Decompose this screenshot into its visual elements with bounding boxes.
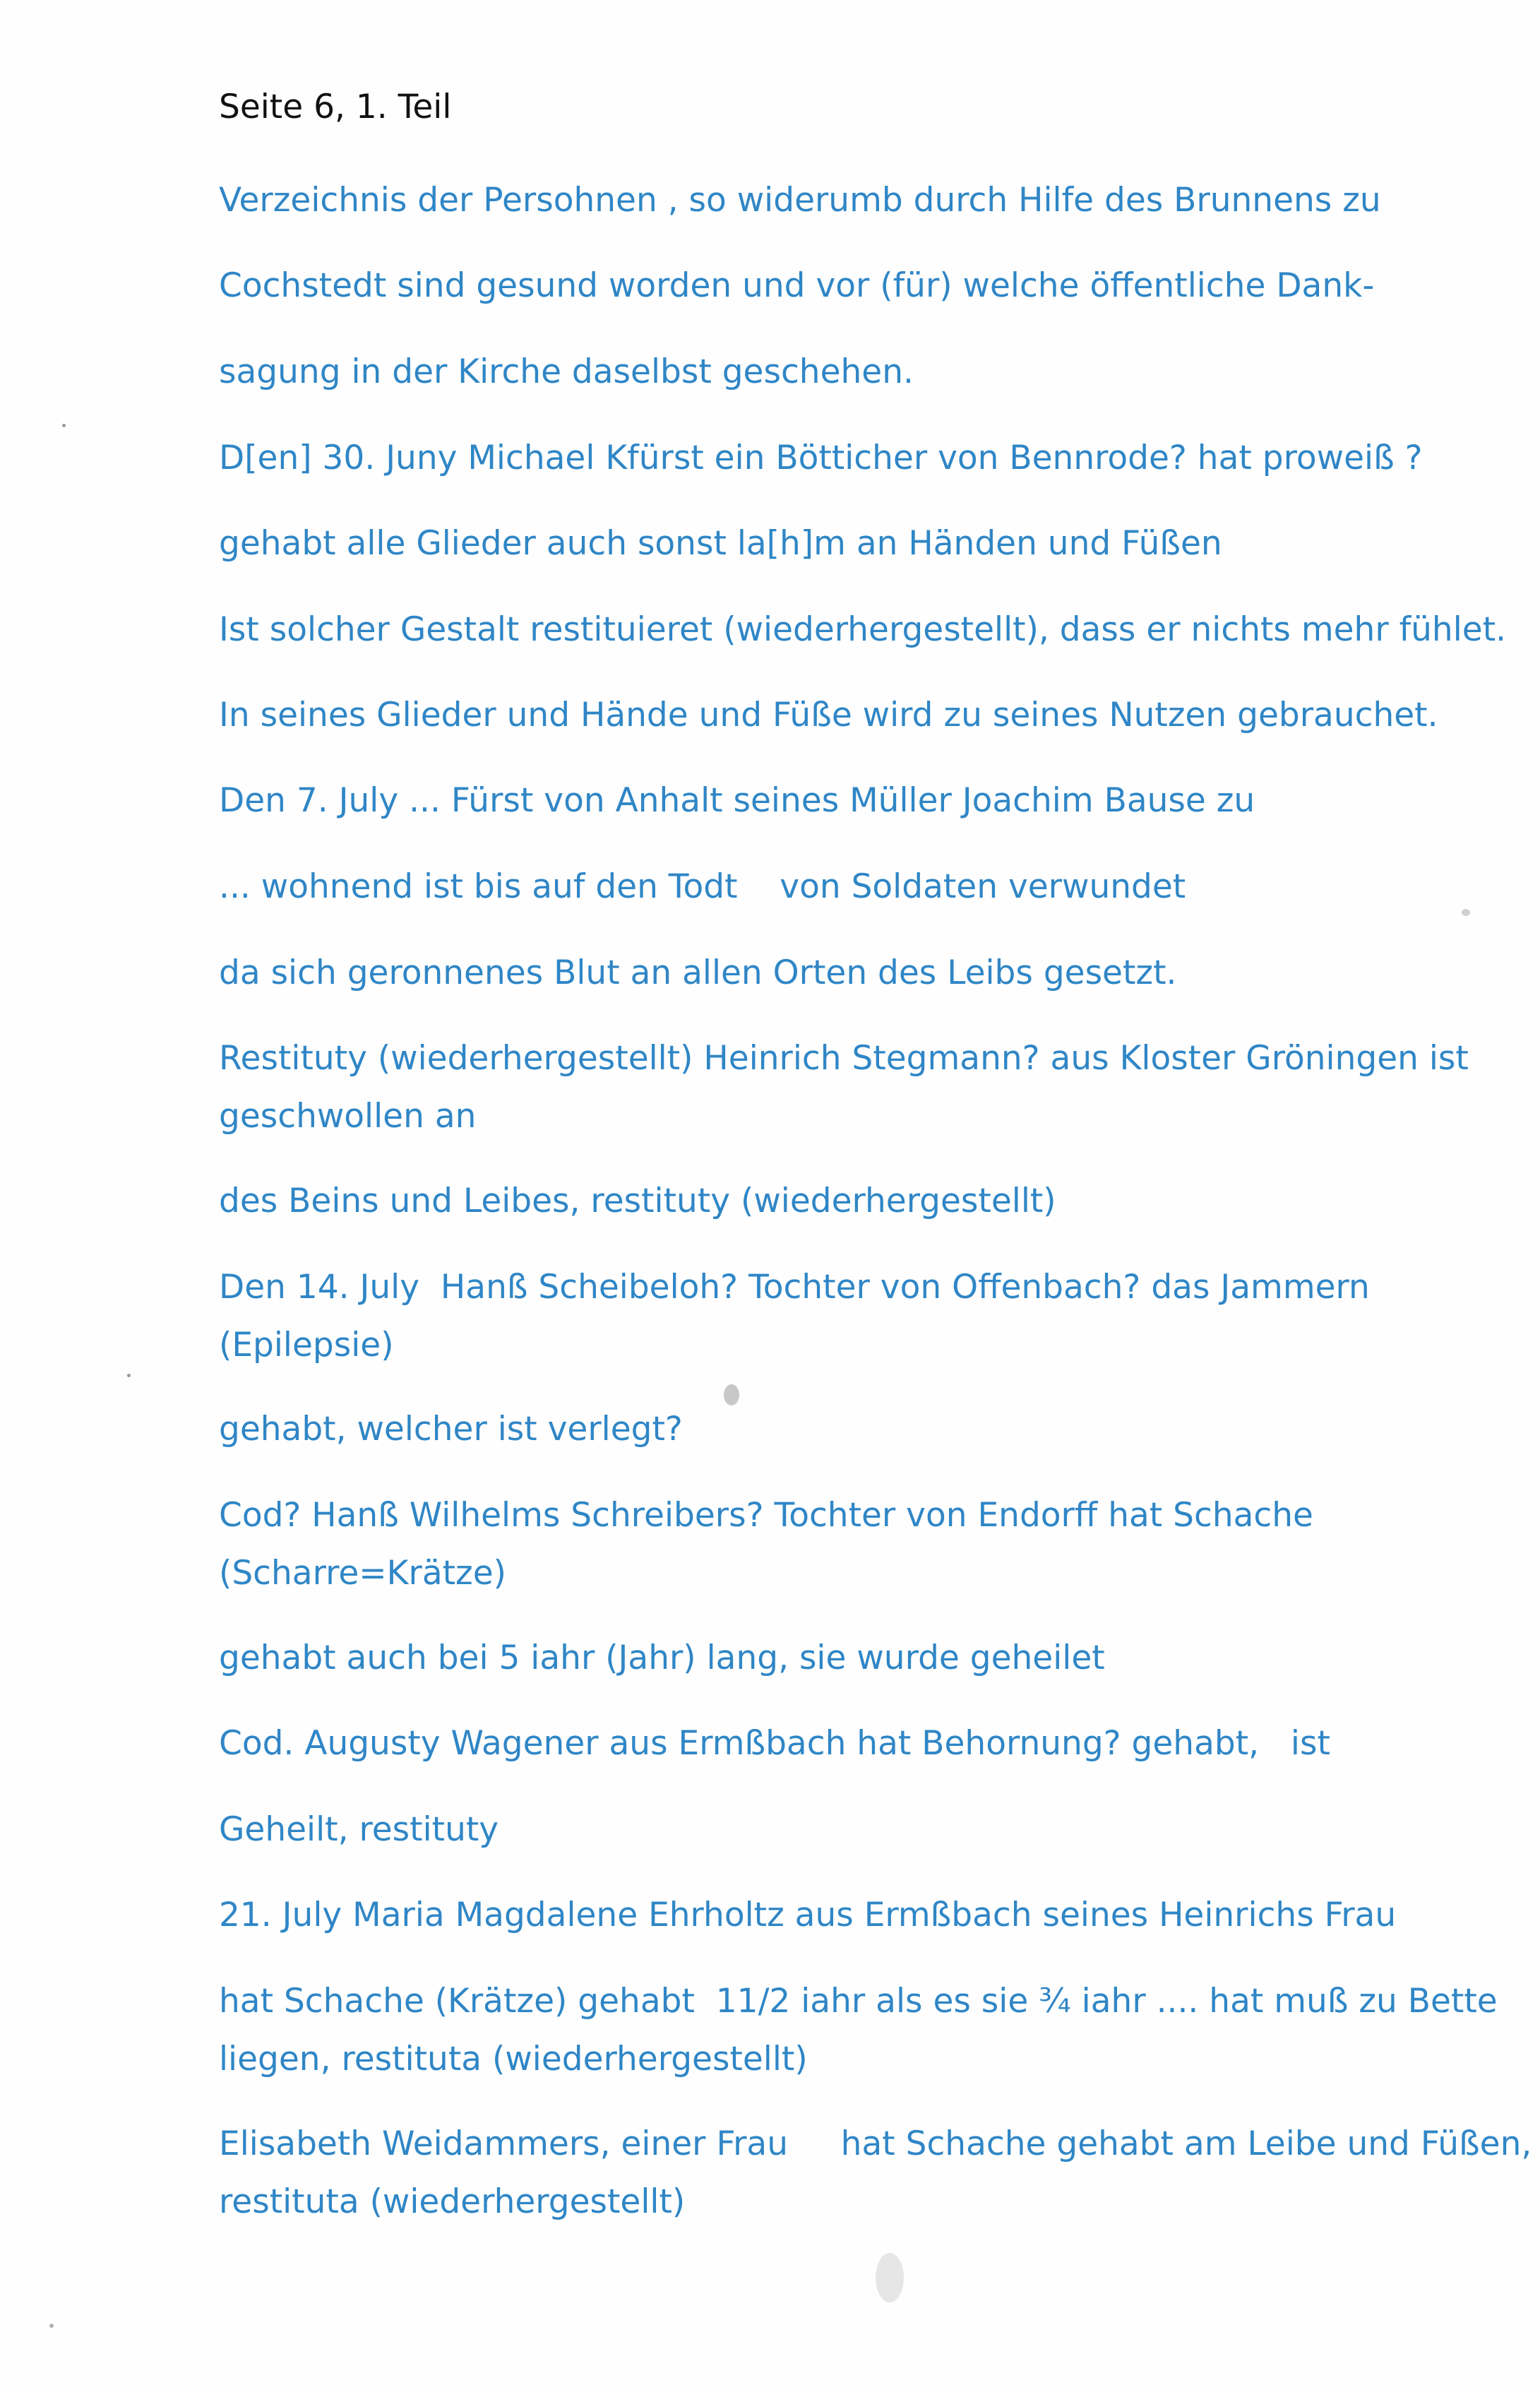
text-line-content: Den 7. July ... Fürst von Anhalt seines Müller Joachim Bause zu [219, 781, 1255, 820]
text-line [219, 858, 1532, 916]
text-line [219, 429, 1532, 487]
text-line-content: da sich geronnenes Blut an allen Orten des Leibs gesetzt. [219, 953, 1177, 992]
text-line [219, 172, 1532, 230]
text-paragraph [219, 1487, 1532, 1603]
text-line [219, 1172, 1532, 1230]
text-line [219, 257, 1532, 315]
text-line-content: D[en] 30. Juny Michael Kfürst ein Bötticher von Bennrode? hat proweiß ? [219, 439, 1423, 477]
text-line-content: Cod. Augusty Wagener aus Ermßbach hat Behornung? gehabt, ist [219, 1724, 1330, 1763]
text-line-content: hat Schache (Krätze) gehabt 11/2 iahr als es sie ¾ iahr .... hat muß zu Bette [219, 1982, 1498, 2021]
text-line-content: ... wohnend ist bis auf den Todt von Soldaten verwundet [219, 867, 1186, 906]
text-line-content: Ist solcher Gestalt restituieret (wiederhergestellt), dass er nichts mehr fühlet. [219, 610, 1507, 649]
text-line-content: gehabt alle Glieder auch sonst la[h]m an Händen und Füßen [219, 524, 1222, 563]
text-line-content: Restituty (wiederhergestellt) Heinrich Stegmann? aus Kloster Gröningen ist [219, 1039, 1469, 1078]
scan-speck [127, 1374, 131, 1377]
text-line-content: restituta (wiederhergestellt) [219, 2182, 686, 2221]
text-line-content: (Epilepsie) [219, 1326, 394, 1365]
text-line-content: des Beins und Leibes, restituty (wiederhergestellt) [219, 1182, 1056, 1220]
text-line [219, 1886, 1532, 1944]
page-heading: Seite 6, 1. Teil [219, 88, 452, 126]
text-line-content: In seines Glieder und Hände und Füße wird zu seines Nutzen gebrauchet. [219, 696, 1438, 735]
text-line [219, 1801, 1532, 1859]
text-paragraph [219, 1973, 1532, 2088]
text-line-content: gehabt, welcher ist verlegt? [219, 1410, 683, 1449]
text-line [219, 1629, 1532, 1687]
text-line-content: Verzeichnis der Persohnen , so widerumb durch Hilfe des Brunnens zu [219, 181, 1381, 220]
text-line-content: Cod? Hanß Wilhelms Schreibers? Tochter von Endorff hat Schache [219, 1496, 1313, 1535]
text-line [219, 343, 1532, 401]
text-line-content: sagung in der Kirche daselbst geschehen. [219, 352, 914, 391]
text-line [219, 515, 1532, 573]
text-line [219, 772, 1532, 830]
text-line [219, 1401, 1532, 1458]
text-line [219, 1715, 1532, 1773]
text-line-content: (Scharre=Krätze) [219, 1554, 506, 1593]
text-line-content: Cochstedt sind gesund worden und vor (für) welche öffentliche Dank- [219, 266, 1375, 305]
text-line [219, 944, 1532, 1002]
text-line-content: 21. July Maria Magdalene Ehrholtz aus Ermßbach seines Heinrichs Frau [219, 1896, 1397, 1934]
text-line-content: Geheilt, restituty [219, 1810, 499, 1849]
text-paragraph [219, 1259, 1532, 1374]
text-line-content: liegen, restituta (wiederhergestellt) [219, 2040, 808, 2079]
scan-speck [724, 1384, 739, 1405]
scan-speck [1462, 909, 1470, 916]
text-line [219, 686, 1532, 744]
text-line-content: geschwollen an [219, 1097, 477, 1136]
text-line [219, 601, 1532, 659]
scan-speck [49, 2324, 54, 2328]
text-line-content: gehabt auch bei 5 iahr (Jahr) lang, sie wurde geheilet [219, 1639, 1105, 1677]
text-line-content: Den 14. July Hanß Scheibeloh? Tochter von Offenbach? das Jammern [219, 1268, 1370, 1307]
text-paragraph [219, 1030, 1532, 1146]
text-paragraph [219, 2115, 1532, 2231]
text-line-content: Elisabeth Weidammers, einer Frau hat Schache gehabt am Leibe und Füßen, [219, 2124, 1532, 2163]
scan-speck [876, 2253, 904, 2302]
scan-speck [62, 424, 66, 427]
